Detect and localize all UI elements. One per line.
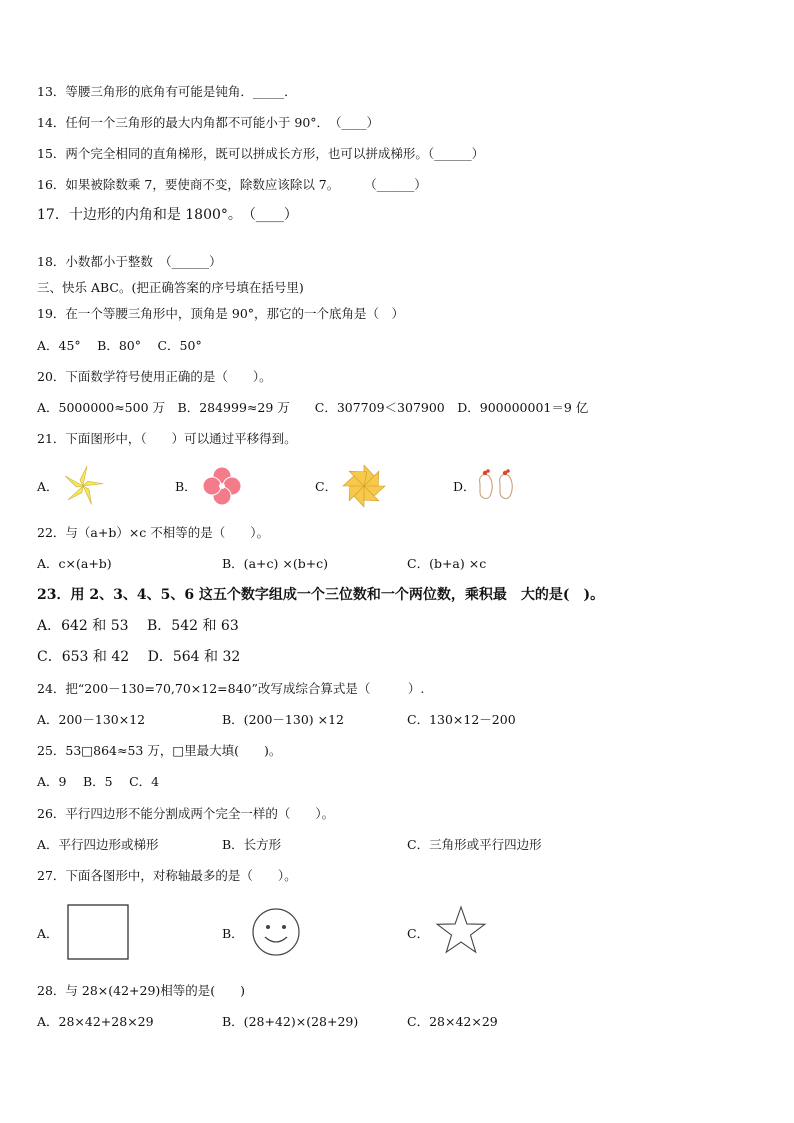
question-22: 22．与（a+b）×c 不相等的是（ ）。 — [37, 525, 270, 540]
question-27-option-c: C． — [407, 926, 430, 941]
question-25: 25．53□864≈53 万，□里最大填( )。 — [37, 743, 282, 758]
question-28-option-b: B．(28+42)×(28+29) — [222, 1014, 359, 1029]
question-25-options: A．9 B．5 C．4 — [37, 774, 160, 789]
question-20-options: A．5000000≈500 万 B．284999≈29 万 C．307709＜307900 D．900000001＝9 亿 — [37, 400, 589, 415]
star-figure — [434, 905, 488, 959]
question-19: 19．在一个等腰三角形中，顶角是 90°，那它的一个底角是（ ） — [37, 306, 405, 321]
question-24-option-a: A．200－130×12 — [37, 712, 146, 727]
question-21: 21．下面图形中，（ ）可以通过平移得到。 — [37, 431, 297, 446]
question-14: 14．任何一个三角形的最大内角都不可能小于 90°． （____） — [37, 115, 380, 130]
question-24: 24．把“200－130=70,70×12=840”改写成综合算式是（ ）. — [37, 681, 425, 696]
question-24-option-b: B．(200－130) ×12 — [222, 712, 345, 727]
question-23-options-row1: A．642 和 53 B．542 和 63 — [37, 618, 239, 634]
question-23: 23．用 2、3、4、5、6 这五个数字组成一个三位数和一个两位数，乘积最 大的是( )。 — [37, 587, 605, 603]
chicks-figure — [476, 466, 524, 504]
heart-flower-figure — [200, 464, 244, 508]
question-21-option-b: B． — [175, 479, 197, 494]
question-28: 28．与 28×(42+29)相等的是( ) — [37, 983, 246, 998]
question-27-option-b: B． — [222, 926, 244, 941]
question-13: 13．等腰三角形的底角有可能是钝角．_____． — [37, 84, 297, 99]
pinwheel-c-figure — [342, 463, 386, 509]
question-18: 18．小数都小于整数 （______） — [37, 254, 222, 269]
question-23-options-row2: C．653 和 42 D．564 和 32 — [37, 649, 241, 665]
square-figure — [66, 903, 130, 961]
question-17: 17．十边形的内角和是 1800°。 （____） — [37, 207, 298, 223]
question-26-option-c: C．三角形或平行四边形 — [407, 837, 542, 852]
section-3-heading: 三、快乐 ABC。(把正确答案的序号填在括号里) — [37, 280, 304, 295]
question-22-option-c: C．(b+a) ×c — [407, 556, 487, 571]
question-19-options: A．45° B．80° C．50° — [37, 338, 202, 353]
question-22-option-b: B．(a+c) ×(b+c) — [222, 556, 329, 571]
question-28-option-c: C．28×42×29 — [407, 1014, 498, 1029]
question-22-option-a: A．c×(a+b) — [37, 556, 112, 571]
question-20: 20．下面数学符号使用正确的是（ ）。 — [37, 369, 272, 384]
question-26-option-a: A．平行四边形或梯形 — [37, 837, 159, 852]
question-21-option-a: A． — [37, 479, 59, 494]
question-15: 15．两个完全相同的直角梯形，既可以拼成长方形，也可以拼成梯形。（______） — [37, 146, 485, 161]
question-21-option-d: D． — [453, 479, 476, 494]
question-21-option-c: C． — [315, 479, 338, 494]
pinwheel-figure — [60, 463, 106, 509]
smiley-face-figure — [250, 906, 302, 958]
question-26: 26．平行四边形不能分割成两个完全一样的（ ）。 — [37, 806, 335, 821]
question-24-option-c: C．130×12－200 — [407, 712, 516, 727]
question-16: 16．如果被除数乘 7，要使商不变，除数应该除以 7。 （______） — [37, 177, 427, 192]
question-28-option-a: A．28×42+28×29 — [37, 1014, 154, 1029]
question-26-option-b: B．长方形 — [222, 837, 282, 852]
question-27: 27．下面各图形中，对称轴最多的是（ ）。 — [37, 868, 297, 883]
question-27-option-a: A． — [37, 926, 59, 941]
